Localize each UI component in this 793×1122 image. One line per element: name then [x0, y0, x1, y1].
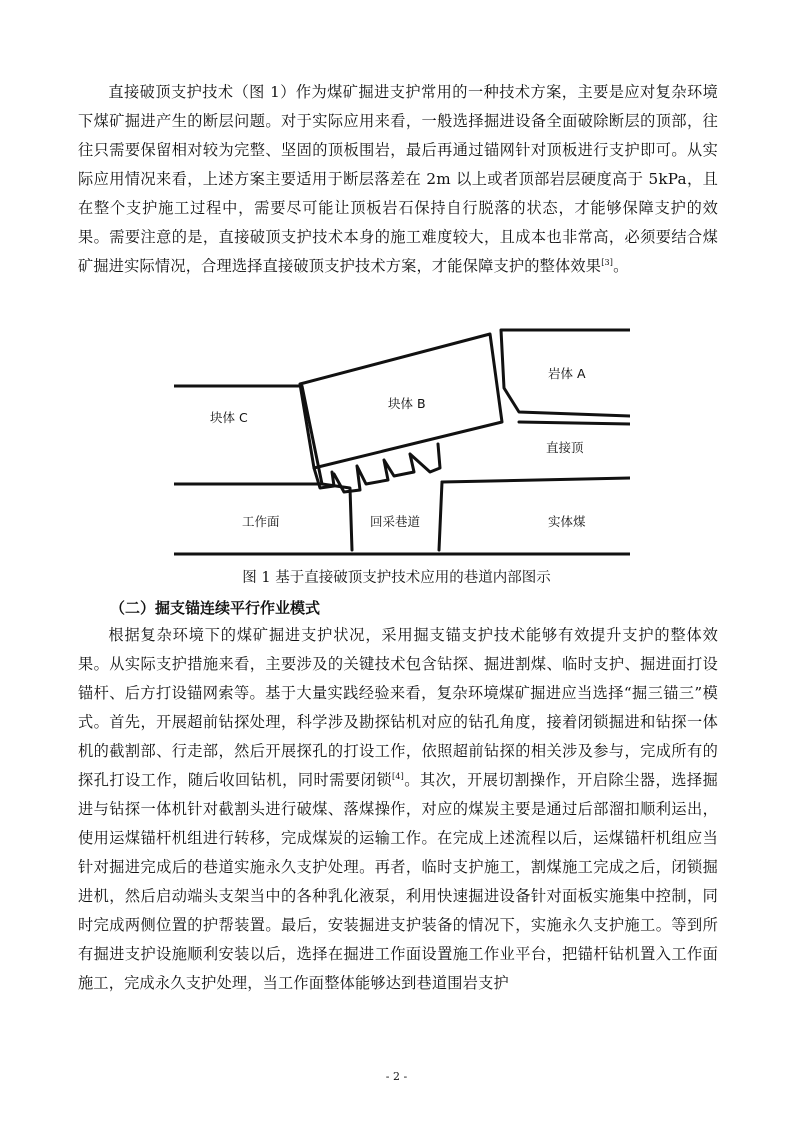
label-direct-roof: 直接顶 — [546, 440, 584, 455]
label-block-b: 块体 B — [388, 396, 426, 411]
paragraph-2-text-b: 。其次，开展切割操作，开启除尘器，选择掘进与钻探一体机针对截割头进行破煤、落煤操作，对应的煤炭主要是通过后部溜扣顺利运出，使用运煤锚杆机组进行转移，完成煤炭的运输工作。在完成上述流程以后，运煤锚杆机组应当针对掘进完成后的巷道实施永久支护处理。再者，临时支护施工，割煤施工完成之后，闭锁掘进机，然后启动端头支架当中的各种乳化液泵，利用快速掘进设备针对面板实施集中控制，同时完成两侧位置的护帮装置。最后，安装掘进支护装备的情况下，实施永久支护施工。等到所有掘进支护设施顺利安装以后，选择在掘进工作面设置施工作业平台，把锚杆钻机置入工作面施工，完成永久支护处理，当工作面整体能够达到巷道围岩支护 — [78, 771, 719, 992]
label-block-c: 块体 C — [210, 410, 248, 425]
label-solid-coal: 实体煤 — [548, 514, 586, 529]
label-work-face: 工作面 — [242, 514, 280, 529]
citation-4[interactable]: [4] — [392, 771, 404, 781]
roadway-figure — [174, 326, 630, 558]
paragraph-2-text-a: 根据复杂环境下的煤矿掘进支护状况，采用掘支锚支护技术能够有效提升支护的整体效果。从实际支护措施来看，主要涉及的关键技术包含钻探、掘进割煤、临时支护、掘进面打设锚杆、后方打设锚网索等。基于大量实践经验来看，复杂环境煤矿掘进应当选择“掘三锚三”模式。首先，开展超前钻探处理，科学涉及勘探钻机对应的钻孔角度，接着闭锁掘进和钻探一体机的截割部、行走部，然后开展探孔的打设工作，依照超前钻探的相关涉及参与，完成所有的探孔打设工作，随后收回钻机，同时需要闭锁 — [78, 626, 718, 789]
paragraph-1-end: 。 — [613, 257, 629, 275]
figure-caption: 图 1 基于直接破顶支护技术应用的巷道内部图示 — [242, 570, 551, 586]
page-number: - 2 - — [385, 1070, 408, 1083]
section-heading: （二）掘支锚连续平行作业模式 — [110, 599, 321, 617]
citation-3[interactable]: [3] — [601, 257, 614, 267]
block-c-outline — [174, 386, 322, 484]
label-return-roadway: 回采巷道 — [370, 514, 421, 529]
paragraph-1 — [78, 78, 718, 281]
paragraph-2 — [78, 621, 718, 998]
label-rock-a: 岩体 A — [548, 366, 586, 381]
paragraph-1-text: 直接破顶支护技术（图 1）作为煤矿掘进支护常用的一种技术方案，主要是应对复杂环境下煤矿掘进产生的断层问题。对于实际应用来看，一般选择掘进设备全面破除断层的顶部，往往只需要保留相对较为完整、坚固的顶板围岩，最后再通过锚网针对顶板进行支护即可。从实际应用情况来看，上述方案主要适用于断层落差在 2m 以上或者顶部岩层硬度高于 5kPa，且在整个支护施工过程中，需要尽可能让顶板岩石保持自行脱落的状态，才能够保障支护的效果。需要注意的是，直接破顶支护技术本身的施工难度较大，且成本也非常高，必须要结合煤矿掘进实际情况，合理选择直接破顶支护技术方案，才能保障支护的整体效果 — [78, 83, 718, 275]
